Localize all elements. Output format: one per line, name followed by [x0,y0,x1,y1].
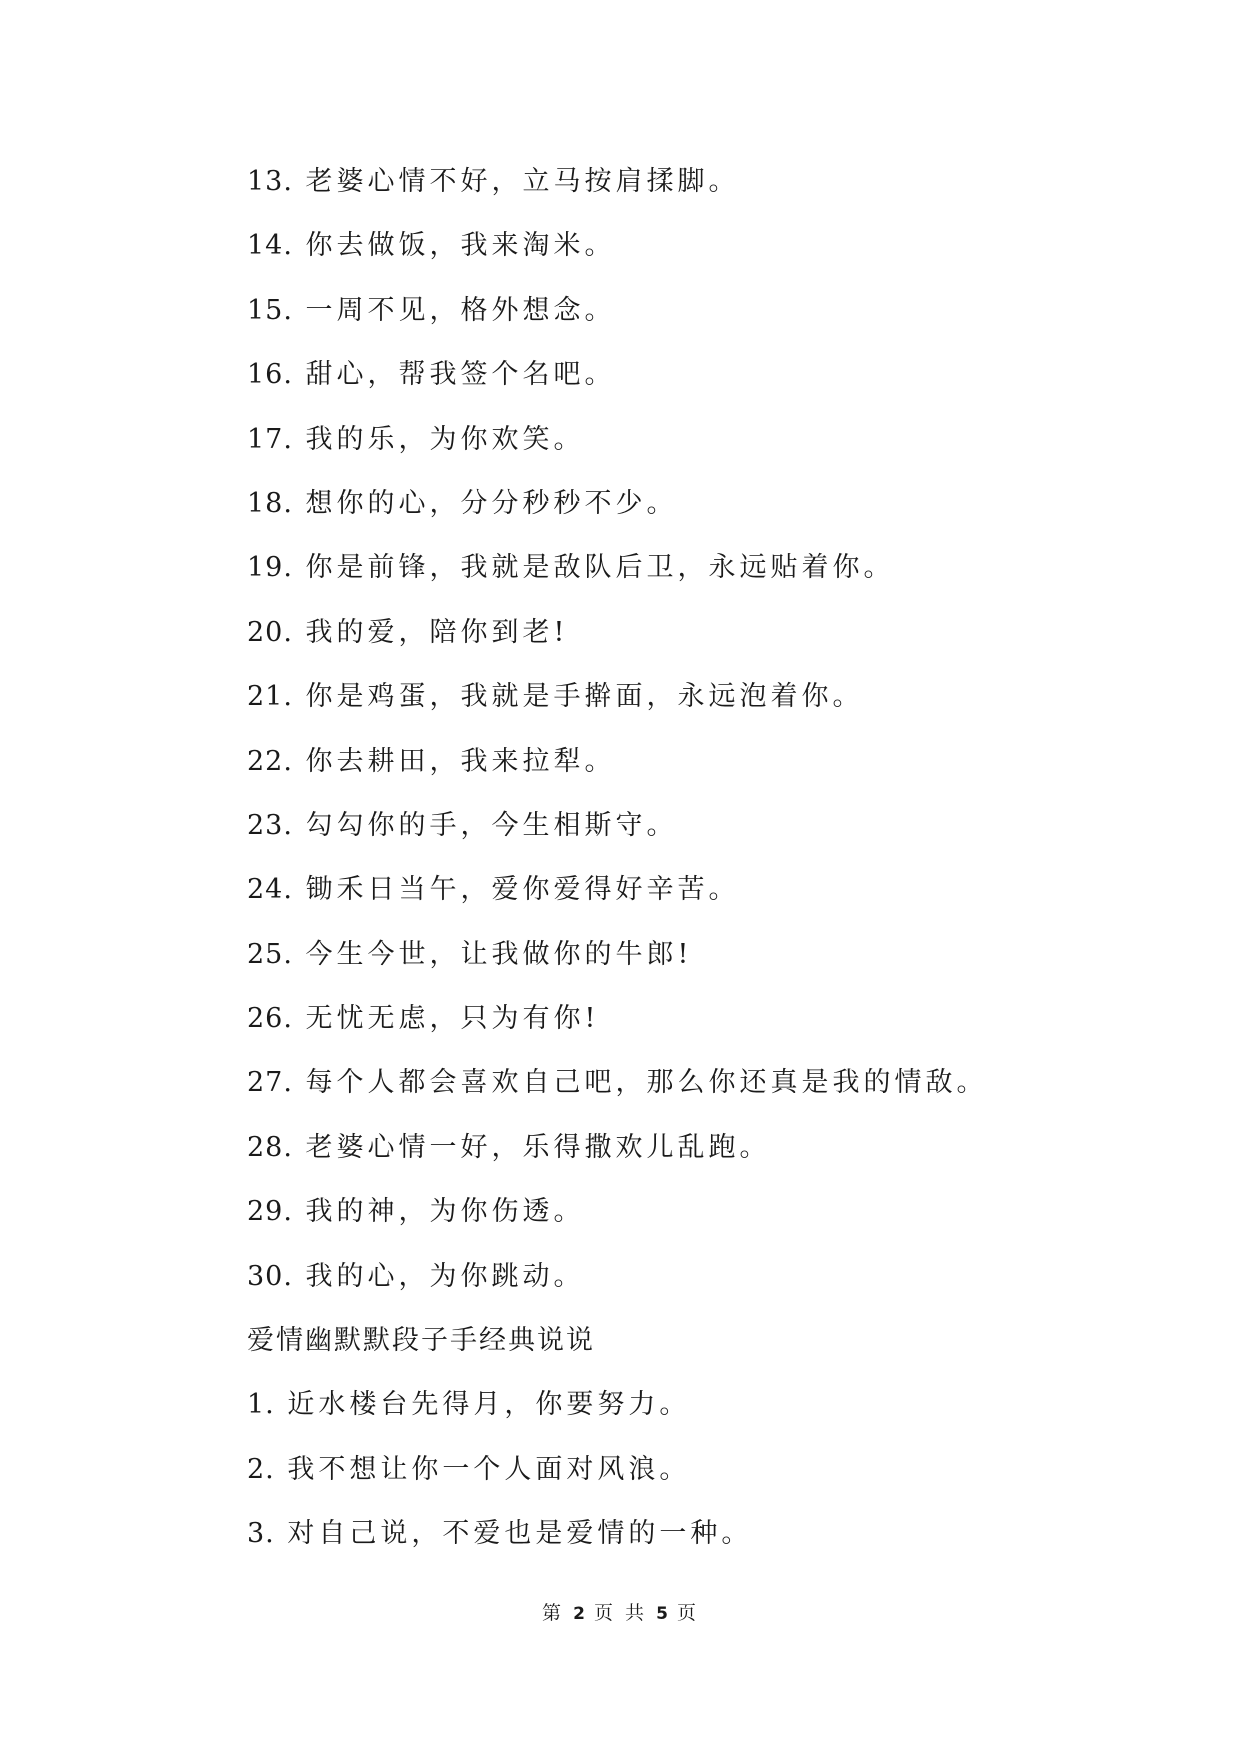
page-footer [0,1598,1241,1625]
item-number: 28. [247,1131,293,1163]
current-page-number: 2 [573,1604,585,1624]
footer-suffix: 页 [676,1602,699,1624]
item-number: 23. [247,809,293,841]
list-item [247,1512,1147,1576]
item-text: 老婆心情不好，立马按肩揉脚。 [305,166,740,197]
item-text: 每个人都会喜欢自己吧，那么你还真是我的情敌。 [305,1067,988,1099]
item-number: 16. [247,359,293,391]
footer-prefix: 第 [542,1602,565,1624]
footer-middle: 页 共 [593,1602,648,1624]
item-text: 你是前锋，我就是敌队后卫，永远贴着你。 [305,552,895,584]
list-item [247,289,1147,353]
item-number: 26. [247,1003,293,1035]
list-item [247,740,1147,804]
item-number: 29. [247,1196,293,1228]
list-item [247,868,1147,932]
item-number: 19. [247,552,293,584]
list-item [247,997,1147,1061]
item-text: 今生今世，让我做你的牛郎! [305,938,693,970]
item-text: 你去耕田，我来拉犁。 [305,745,616,777]
item-number: 27. [247,1067,293,1099]
list-item [247,804,1147,868]
item-number: 22. [247,745,293,777]
item-number: 25. [247,938,293,970]
list-item [247,1383,1147,1447]
list-item [247,418,1147,482]
item-text: 勾勾你的手，今生相斯守。 [305,809,678,841]
list-item [247,224,1147,288]
item-number: 21. [247,681,293,713]
list-item [247,1448,1147,1512]
item-number: 24. [247,874,293,906]
list-item [247,933,1147,997]
item-text: 你是鸡蛋，我就是手擀面，永远泡着你。 [305,681,864,713]
item-number: 17. [247,423,293,455]
list-item [247,1255,1147,1319]
item-number: 18. [247,487,293,519]
list-item [247,546,1147,610]
item-text: 一周不见，格外想念。 [305,294,616,326]
item-text: 锄禾日当午，爱你爱得好辛苦。 [305,874,740,906]
item-text: 近水楼台先得月，你要努力。 [287,1389,691,1421]
list-item [247,482,1147,546]
list-item [247,1190,1147,1254]
item-text: 我的神，为你伤透。 [305,1196,585,1228]
item-number: 14. [247,230,293,262]
list-item [247,1126,1147,1190]
item-text: 对自己说，不爱也是爱情的一种。 [287,1518,753,1550]
item-text: 我的心，为你跳动。 [305,1260,585,1292]
item-number: 13. [247,166,293,197]
item-number: 30. [247,1260,293,1292]
item-text: 无忧无虑，只为有你! [305,1003,600,1035]
page-content [247,160,1147,1577]
item-text: 你去做饭，我来淘米。 [305,230,616,262]
item-text: 我的爱，陪你到老! [305,616,569,648]
item-text: 我的乐，为你欢笑。 [305,423,585,455]
list-item [247,1061,1147,1125]
total-pages-number: 5 [656,1604,668,1624]
item-text: 甜心，帮我签个名吧。 [305,359,616,391]
item-number: 20. [247,616,293,648]
list-item [247,675,1147,739]
section-heading: 爱情幽默默段子手经典说说 [247,1325,595,1357]
item-number: 3. [247,1518,275,1550]
item-text: 老婆心情一好，乐得撒欢儿乱跑。 [305,1131,771,1163]
item-number: 15. [247,294,293,326]
list-item [247,160,1147,224]
list-item [247,353,1147,417]
item-text: 我不想让你一个人面对风浪。 [287,1453,691,1485]
item-number: 1. [247,1389,275,1421]
item-number: 2. [247,1453,275,1485]
list-item [247,611,1147,675]
item-text: 想你的心，分分秒秒不少。 [305,487,678,519]
